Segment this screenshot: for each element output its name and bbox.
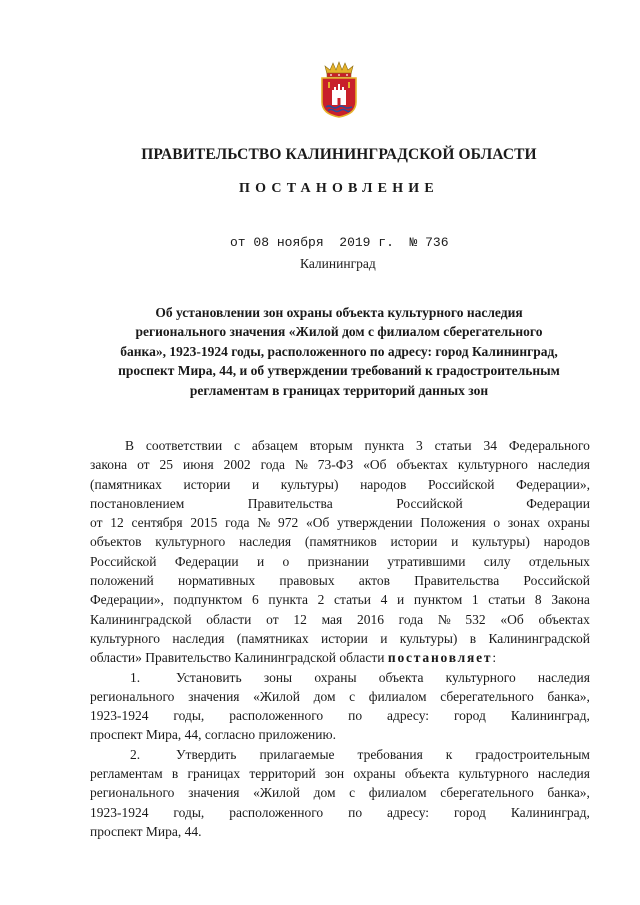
document-date-number [230,235,500,250]
preamble-line: объектов культурного наследия (памятников истории и культуры) народов [90,534,590,550]
item-number: 2. [130,746,141,762]
item-first-text: Утвердить прилагаемые требования к градостроительным [176,746,590,762]
item-first-line [90,668,590,687]
item-number: 1. [130,669,141,685]
preamble-line: В соответствии с абзацем вторым пункта 3 статьи 34 Федерального [125,438,590,453]
date-month: ноября [276,235,324,250]
resolves-word: постановляет [387,650,493,666]
document-subject [92,303,586,400]
document-city: Калининград [300,256,376,271]
preamble-last-line [90,648,590,667]
date-prefix: от [230,235,246,250]
resolves-colon: : [492,650,497,666]
document-body [90,436,590,841]
preamble-line: постановлением Правительства Российской Федерации [90,495,590,511]
subject-line: проспект Мира, 44, и об утверждении требований к градостроительным [118,363,560,379]
subject-line: банка», 1923-1924 годы, расположенного по адресу: город Калининград, [120,343,558,359]
item-last-line: проспект Мира, 44, согласно приложению. [90,727,336,743]
item-last-line: проспект Мира, 44. [90,823,202,839]
subject-line: регионального значения «Жилой дом с филиалом сберегательного [135,324,543,340]
date-year: 2019 г. [339,235,394,250]
item-line: регламентам в границах территорий зон охраны объекта культурного наследия [90,766,590,782]
preamble-last-text: области» Правительство Калининградской области [90,650,385,666]
item-line: регионального значения «Жилой дом с филиалом сберегательного банка», [90,688,590,704]
coat-of-arms-icon [319,60,359,118]
subject-line: регламентам в границах территорий данных зон [189,382,489,398]
organization-title: ПРАВИТЕЛЬСТВО КАЛИНИНГРАДСКОЙ ОБЛАСТИ [141,146,537,163]
subject-line: Об установлении зон охраны объекта культурного наследия [155,305,523,320]
date-day: 08 [253,235,270,250]
number-prefix: № [409,235,418,250]
preamble-line: положений нормативных правовых актов Правительства Российской [90,573,590,589]
document-number: 736 [425,235,449,250]
preamble-line: Российской Федерации и о признании утратившими силу отдельных [90,553,590,569]
preamble-line: (памятниках истории и культуры) народов Российской Федерации», [90,476,590,492]
item-first-line [90,745,590,764]
item-line: 1923-1924 годы, расположенного по адресу: город Калининград, [90,804,590,820]
preamble-line: закона от 25 июня 2002 года № 73-ФЗ «Об объектах культурного наследия [90,457,590,473]
document-type: ПОСТАНОВЛЕНИЕ [239,181,439,196]
preamble-line: от 12 сентября 2015 года № 972 «Об утверждении Положения о зонах охраны [90,515,590,531]
preamble-line: культурного наследия (памятниках истории и культуры) в Калининградской [90,630,590,646]
item-first-text: Установить зоны охраны объекта культурного наследия [176,669,590,685]
preamble-line: Федерации», подпунктом 6 пункта 2 статьи 4 и пунктом 1 статьи 8 Закона [90,592,590,608]
preamble-line: Калининградской области от 12 мая 2016 года № 532 «Об объектах [90,611,590,627]
item-line: 1923-1924 годы, расположенного по адресу: город Калининград, [90,708,590,724]
item-line: регионального значения «Жилой дом с филиалом сберегательного банка», [90,785,590,801]
